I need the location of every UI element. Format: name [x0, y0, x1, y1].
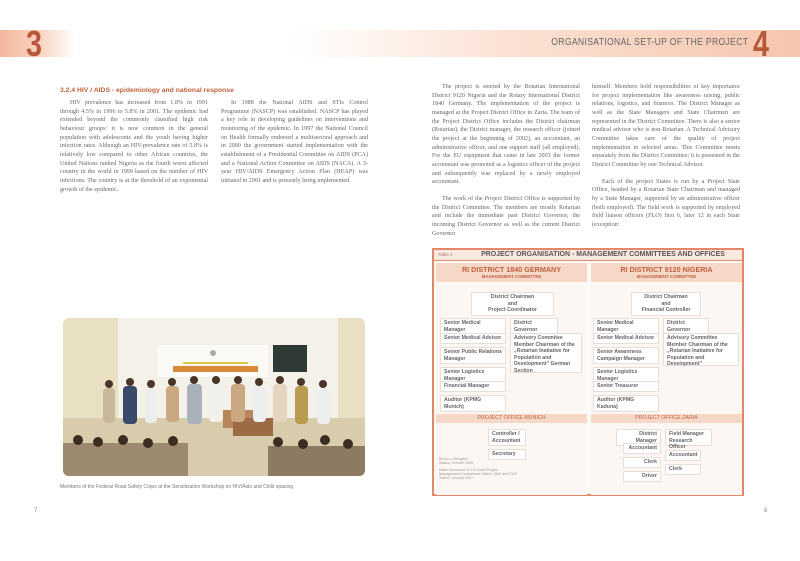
district-governor-box: District Governor: [510, 318, 558, 335]
chair-line: District Chairman: [644, 294, 688, 300]
role-box: Senior Logistics Manager: [593, 367, 659, 384]
project-office-zaria-band: PROJECT OFFICE ZARIA: [591, 414, 742, 423]
chair-line: Financial Controller: [641, 307, 691, 313]
note-line: Management Committees District 1840 and 9120: [439, 471, 518, 476]
office-box: Accountant: [665, 450, 701, 461]
nigeria-heading-sub: MANAGEMENT COMMITTEE: [636, 274, 697, 279]
advisory-box: Advisory Committee Member Chairman of the „Rotarian Inatiative for Population and Development": [663, 333, 739, 366]
note-line: Status: January 2001: [439, 476, 473, 481]
role-box: Auditor (KPMG Kaduna): [593, 395, 659, 412]
chair-line: Project Coordinator: [488, 307, 537, 313]
germany-heading-sub: MANAGEMENT COMMITTEE: [481, 274, 542, 279]
role-box: Senior Medical Manager: [593, 318, 659, 335]
office-box: Secretary: [488, 449, 526, 460]
photo-caption: Members of the Federal Road Safety Corps at the Sensitization Workshop on HIV/Aids and Child spacing: [60, 484, 294, 490]
text-column-2: [221, 99, 368, 186]
role-box: Senior Logistics Manager: [440, 367, 506, 384]
text-column-3: [432, 83, 580, 238]
office-box: District Manager: [616, 429, 661, 446]
role-box: Senior Medical Advisor: [593, 333, 659, 344]
text-column-4: [592, 83, 740, 230]
paragraph: HIV prevalence has increased from 1.8% in 1991 through 4.5% in 1996 to 5.8% in 2001. The epidemic had extended beyond the commonly classified high risk behaviour groups: it is now common in the general population with adolescents and the youth having higher infection rates. Although an HIV-prevalence rate of 5.8% is relatively low compared to other African countries, the United Nations ranked Nigeria as the fourth worst affected country in the world in 1999 based on the number of HIV infections. The country is at the threshold of an exponential growth of the epidemic.: [60, 100, 208, 193]
table-label: Table 1: [438, 252, 453, 257]
advisory-box: Advisory Commitee Member Chairman of the „Rotarian Inatiative for Population and Development" German Section: [510, 333, 582, 373]
project-office-munich-band: PROJECT OFFICE MUNICH: [436, 414, 587, 423]
role-box: Senior Medical Manager: [440, 318, 506, 335]
chair-box: [471, 292, 554, 316]
table-title-bar: [434, 250, 742, 261]
office-box: Field Manager Research Officer: [665, 429, 712, 446]
table-notes: [439, 457, 517, 480]
office-box: Controller / Accountant: [488, 429, 526, 446]
workshop-photo: [63, 318, 365, 476]
paragraph: The work of the Project District Office is supported by the District Committee. The members are mostly Rotarian and include the immediate past District Governor, the incoming District Governor as well as the current District Governor: [432, 195, 580, 237]
role-box: Senior Awareness Campaign Manager: [593, 347, 659, 364]
section-heading: 3.2.4 HIV / AIDS - epidemiology and national response: [60, 87, 234, 94]
paragraph: himself. Members hold responsibilities of key importance for project implementation like awareness raising, public relations, logistics, and finances. The District Manager as well as the State Managers and State Chairmen are represented in the District Committee. There is also a senior medical advisor who is non-Rotarian. A Technical Advisory Committee takes care of the quality of project implementation in selected areas. This Committee meets separately from the District Committee; it is presented in the District Committee by one Technical Advisor.: [592, 84, 740, 168]
role-box: Senior Public Relations Manager: [440, 347, 506, 364]
page-number-left: 7: [34, 508, 38, 514]
page-number-right: 8: [764, 508, 768, 514]
chapter-title: ORGANISATIONAL SET-UP OF THE PROJECT: [550, 36, 748, 48]
role-box: Financial Manager: [440, 381, 506, 392]
chair-line: District Chairman: [490, 294, 535, 300]
paragraph: The project is steered by the Rotarian International District 9120 Nigeria and the Rotary International District 1840 Germany. The implementation of the project is managed at the Project District Office in Zaria. The team of the Project District Office includes the District chairman (Rotarian), the District manager, the research officer (joined the project at the beginning of 2002), an accountant, an administrative officer, and one support staff (all employed). For the EU equipment that came in late 2003 the former accountant was promoted as a logistics officer of the project and subsequently was replaced by a newly employed accountant.: [432, 84, 580, 186]
nigeria-section: [591, 263, 742, 495]
table-title: PROJECT ORGANISATION - MANAGEMENT COMMITTEES AND OFFICES: [481, 251, 725, 258]
district-governor-box: District Governor: [663, 318, 709, 335]
nigeria-heading: [591, 263, 742, 282]
paragraph: Each of the project States is run by a Project State Office, headed by a Rotarian State Chairman and managed by a State Manager, supported by an administrative officer (both employed). The field work is supported by employed field liaison officers (FLO) first 6, later 12 in each State (exception:: [592, 178, 740, 228]
germany-heading: [436, 263, 587, 282]
role-box: Senior Treasurer: [593, 381, 659, 392]
office-box: Accountant: [623, 443, 661, 454]
chair-line: and: [507, 300, 518, 307]
chapter-number-left: 3: [26, 23, 43, 64]
organisation-table: [432, 248, 744, 496]
office-box: Clerk: [623, 457, 661, 468]
chapter-number-right: 4: [753, 23, 770, 64]
note-line: Bruno v. Mengden: [439, 457, 469, 461]
germany-heading-title: RI DISTRICT 1840 GERMANY: [461, 265, 562, 274]
note-line: Basic Document of 3-H Grant Project: [439, 467, 499, 472]
chair-line: and: [661, 300, 671, 307]
note-line: Status: October 2005: [439, 461, 473, 466]
nigeria-heading-title: RI DISTRICT 9120 NIGERIA: [620, 265, 713, 274]
text-column-1: [60, 99, 208, 194]
role-box: Senior Medical Advisor: [440, 333, 506, 344]
role-box: Auditor (KPMG Munich): [440, 395, 506, 412]
office-box: Driver: [623, 471, 661, 482]
germany-section: [436, 263, 587, 495]
paragraph: In 1988 the National AIDS and STIs Control Programme (NASCP) was established. NASCP has played a key role in developing guidelines on interventions and monitoring of the epidemic. In 1997 the National Council on Health formally endorsed a multisectoral approach and in 2000 the government started implementation with the establishment of a Presidential Committee on AIDS (PCA) and a National Action Committee on AIDS (NACA). A 3-year HIV/AIDS Emergency Action Plan (HEAP) was initiated in 2001 and is presently being implemented.: [221, 100, 368, 184]
chair-box: [631, 292, 701, 316]
office-box: Clerk: [665, 464, 701, 475]
